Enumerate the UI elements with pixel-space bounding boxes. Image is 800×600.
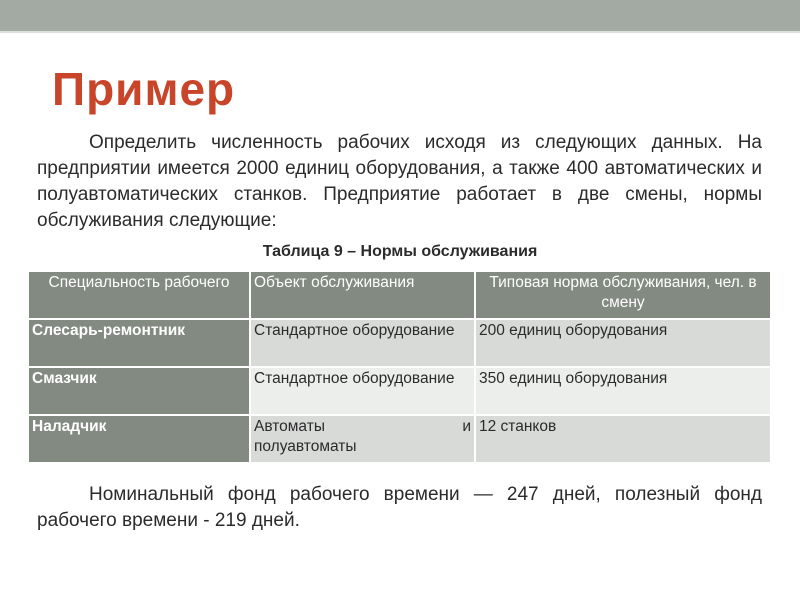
header-object: Объект обслуживания (250, 271, 475, 319)
row-object-line (254, 417, 471, 437)
table-row (28, 415, 771, 463)
row-object-part2: и (462, 418, 471, 435)
header-specialty: Специальность рабочего (28, 271, 250, 319)
table-caption: Таблица 9 – Нормы обслуживания (262, 243, 538, 260)
table-row (28, 367, 771, 415)
fund-text: Номинальный фонд рабочего времени — 247 дней, полезный фонд рабочего времени - 219 дней. (37, 484, 762, 531)
row-specialty: Слесарь-ремонтник (28, 319, 250, 367)
norms-table (27, 270, 772, 464)
table-row (28, 319, 771, 367)
row-norm: 12 станков (475, 415, 771, 463)
row-object: Стандартное оборудование (250, 319, 475, 367)
row-object-part3: полуавтоматы (254, 438, 357, 455)
slide-title: Пример (52, 63, 236, 115)
task-paragraph (37, 130, 762, 234)
row-object: Стандартное оборудование (250, 367, 475, 415)
row-norm: 200 единиц оборудования (475, 319, 771, 367)
header-norm: Типовая норма обслуживания, чел. в смену (475, 271, 771, 319)
task-text: Определить численность рабочих исходя из следующих данных. На предприятии имеется 2000 единиц оборудования, а также 400 автоматических и полуавтоматических станков. Предприятие работает в две смены, нормы обслуживания следующие: (37, 132, 762, 231)
row-object (250, 415, 475, 463)
fund-paragraph (37, 482, 762, 534)
row-specialty: Наладчик (28, 415, 250, 463)
row-specialty: Смазчик (28, 367, 250, 415)
table-header-row (28, 271, 771, 319)
top-decor-line (0, 31, 800, 33)
row-norm: 350 единиц оборудования (475, 367, 771, 415)
row-object-part1: Автоматы (254, 418, 325, 435)
top-decor-bar (0, 0, 800, 31)
